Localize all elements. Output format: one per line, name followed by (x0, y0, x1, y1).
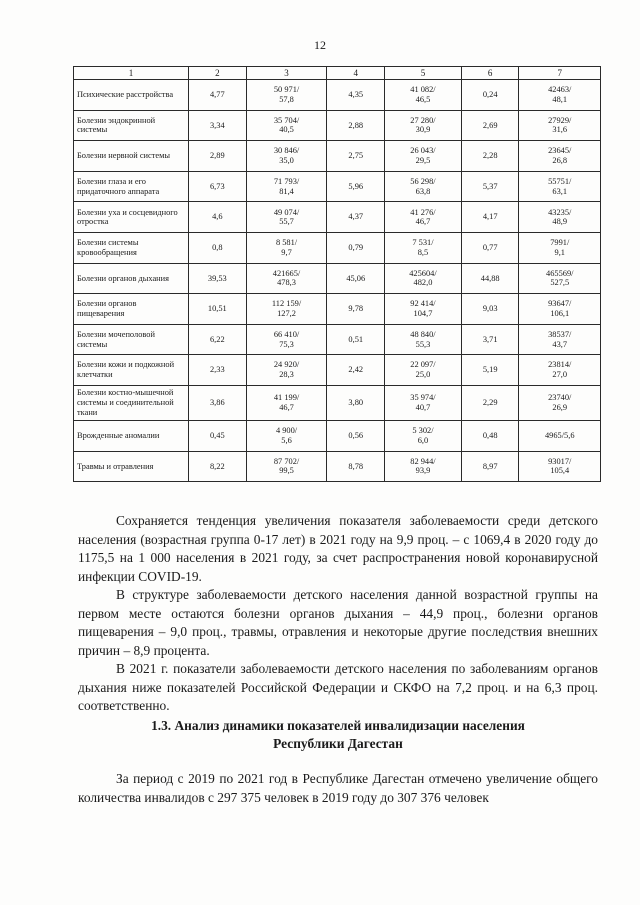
morbidity-table (73, 66, 601, 482)
count-rate-2021-cell-line: 38537/ (548, 329, 572, 339)
count-rate-2019-cell-line: 41 199/ (273, 393, 300, 403)
body-text (78, 512, 598, 716)
disease-name-cell (74, 324, 189, 355)
share-2021-cell-line: 2,69 (482, 120, 498, 130)
count-rate-2021-cell-line: 93017/ (548, 456, 572, 466)
count-rate-2019-cell-line: 50 971/ (273, 85, 300, 95)
share-2020-cell (327, 263, 385, 294)
count-rate-2021-cell-line: 93647/ (548, 299, 572, 309)
share-2020-cell (327, 420, 385, 451)
count-rate-2019-cell-line: 4 900/ (275, 426, 298, 436)
count-rate-2021-cell (519, 80, 601, 111)
count-rate-2019-cell (246, 385, 327, 420)
share-2020-cell (327, 171, 385, 202)
share-2020-cell-line: 4,35 (348, 89, 364, 99)
share-2021-cell-line: 0,48 (482, 430, 498, 440)
table-row (74, 80, 601, 111)
table-header-row (74, 67, 601, 80)
table-row (74, 355, 601, 386)
count-rate-2021-cell (519, 141, 601, 172)
share-2021-cell-line: 44,88 (480, 273, 500, 283)
disease-name-cell (74, 355, 189, 386)
share-2020-cell (327, 141, 385, 172)
count-rate-2021-cell-line: 27929/ (548, 115, 572, 125)
count-rate-2021-cell-line: 42463/ (548, 85, 572, 95)
column-header: 2 (189, 67, 247, 80)
disease-name-cell (74, 232, 189, 263)
share-2021-cell (461, 420, 519, 451)
share-2020-cell-line: 4,37 (348, 212, 364, 222)
count-rate-2020-cell-line: 41 276/ (410, 207, 436, 217)
count-rate-2021-cell-line: 9,1 (554, 247, 565, 257)
count-rate-2020-cell-line: 82 944/ (410, 456, 436, 466)
count-rate-2019-cell (246, 294, 327, 325)
body-text-continued (78, 770, 598, 807)
paragraph: За период с 2019 по 2021 год в Республике Дагестан отмечено увеличение общего количества инвалидов с 297 375 человек в 2019 году до 307 376 человек (78, 771, 598, 805)
share-2020-cell-line: 2,88 (348, 120, 364, 130)
count-rate-2019-cell (246, 171, 327, 202)
paragraph: В структуре заболеваемости детского населения данной возрастной группы на первом месте остаются болезни органов дыхания – 44,9 проц., болезни органов пищеварения – 9,0 проц., травмы, отравления и некоторые другие последствия внешних причин – 8,9 процента. (78, 587, 598, 658)
count-rate-2019-cell-line: 46,7 (279, 402, 294, 412)
table-row (74, 202, 601, 233)
share-2019-cell-line: 8,22 (209, 461, 225, 471)
count-rate-2020-cell-line: 92 414/ (410, 299, 436, 309)
count-rate-2021-cell-line: 63,1 (552, 186, 568, 196)
share-2021-cell (461, 263, 519, 294)
column-header: 1 (74, 67, 189, 80)
table-row (74, 294, 601, 325)
count-rate-2020-cell-line: 6,0 (417, 435, 429, 445)
count-rate-2019-cell-line: 81,4 (279, 186, 294, 196)
page-number: 12 (314, 38, 326, 52)
table-row (74, 110, 601, 141)
count-rate-2019-cell-line: 127,2 (277, 308, 296, 318)
disease-name-cell-line: Психические расстройства (77, 89, 174, 99)
disease-name-cell (74, 294, 189, 325)
disease-name-cell (74, 202, 189, 233)
disease-name-cell (74, 80, 189, 111)
share-2021-cell (461, 294, 519, 325)
share-2020-cell-line: 8,78 (348, 461, 364, 471)
count-rate-2019-cell-line: 66 410/ (273, 329, 300, 339)
share-2021-cell-line: 0,24 (482, 89, 498, 99)
count-rate-2020-cell-line: 26 043/ (410, 146, 436, 156)
share-2021-cell-line: 0,77 (482, 242, 498, 252)
count-rate-2019-cell-line: 421665/ (272, 268, 301, 278)
table-row (74, 263, 601, 294)
count-rate-2021-cell-line: 23645/ (548, 146, 572, 156)
share-2020-cell (327, 324, 385, 355)
count-rate-2019-cell (246, 80, 327, 111)
disease-name-cell-line: Болезни кожи и подкожной клетчатки (77, 360, 175, 380)
share-2020-cell-line: 2,75 (348, 151, 364, 161)
count-rate-2021-cell-line: 48,1 (552, 94, 568, 104)
count-rate-2020-cell (385, 263, 462, 294)
count-rate-2020-cell-line: 104,7 (413, 308, 433, 318)
share-2019-cell (189, 294, 247, 325)
count-rate-2020-cell (385, 420, 462, 451)
share-2021-cell (461, 171, 519, 202)
share-2019-cell-line: 2,33 (209, 365, 225, 375)
count-rate-2020-cell (385, 294, 462, 325)
count-rate-2019-cell-line: 55,7 (279, 217, 294, 227)
count-rate-2021-cell (519, 294, 601, 325)
column-header: 5 (385, 67, 462, 80)
section-heading-line: 1.3. Анализ динамики показателей инвалидизации населения (151, 718, 525, 733)
disease-name-cell (74, 451, 189, 482)
count-rate-2019-cell-line: 87 702/ (273, 456, 300, 466)
count-rate-2020-cell-line: 46,7 (415, 217, 431, 227)
count-rate-2021-cell (519, 202, 601, 233)
share-2019-cell-line: 2,89 (209, 151, 225, 161)
share-2019-cell-line: 0,45 (209, 430, 225, 440)
count-rate-2020-cell (385, 141, 462, 172)
count-rate-2020-cell (385, 80, 462, 111)
count-rate-2019-cell-line: 8 581/ (275, 238, 298, 248)
share-2021-cell-line: 4,17 (482, 212, 498, 222)
table-row (74, 385, 601, 420)
count-rate-2019-cell (246, 420, 327, 451)
share-2019-cell-line: 0,8 (212, 242, 223, 252)
share-2021-cell-line: 5,37 (482, 181, 498, 191)
share-2021-cell (461, 355, 519, 386)
count-rate-2021-cell-line: 55751/ (548, 176, 572, 186)
count-rate-2019-cell-line: 112 159/ (271, 299, 302, 309)
share-2020-cell-line: 0,79 (348, 242, 364, 252)
count-rate-2021-cell-line: 48,9 (552, 217, 568, 227)
count-rate-2021-cell (519, 355, 601, 386)
count-rate-2020-cell (385, 171, 462, 202)
share-2021-cell-line: 5,19 (482, 365, 498, 375)
share-2020-cell (327, 110, 385, 141)
share-2019-cell-line: 39,53 (207, 273, 227, 283)
count-rate-2021-cell-line: 43,7 (552, 339, 568, 349)
share-2021-cell (461, 232, 519, 263)
share-2021-cell (461, 202, 519, 233)
count-rate-2019-cell (246, 110, 327, 141)
count-rate-2021-cell (519, 420, 601, 451)
count-rate-2019-cell-line: 24 920/ (273, 360, 300, 370)
table-row (74, 171, 601, 202)
share-2019-cell (189, 141, 247, 172)
count-rate-2021-cell-line: 527,5 (550, 278, 570, 288)
share-2020-cell-line: 9,78 (348, 304, 364, 314)
disease-name-cell (74, 385, 189, 420)
count-rate-2020-cell-line: 7 531/ (412, 238, 434, 248)
count-rate-2020-cell (385, 324, 462, 355)
table-row (74, 420, 601, 451)
count-rate-2019-cell (246, 355, 327, 386)
count-rate-2021-cell-line: 23814/ (548, 360, 572, 370)
count-rate-2019-cell-line: 99,5 (279, 466, 294, 476)
share-2021-cell (461, 451, 519, 482)
share-2019-cell-line: 6,73 (209, 181, 225, 191)
count-rate-2021-cell-line: 43235/ (548, 207, 572, 217)
count-rate-2020-cell (385, 110, 462, 141)
share-2021-cell-line: 2,28 (482, 151, 498, 161)
share-2019-cell-line: 6,22 (209, 334, 225, 344)
table-row (74, 324, 601, 355)
disease-name-cell-line: Болезни органов пищеварения (77, 299, 137, 318)
table-row (74, 232, 601, 263)
count-rate-2020-cell-line: 5 302/ (412, 426, 434, 436)
share-2020-cell-line: 3,80 (348, 398, 364, 408)
share-2021-cell (461, 141, 519, 172)
count-rate-2020-cell-line: 482,0 (413, 278, 433, 288)
share-2019-cell-line: 4,6 (212, 212, 223, 222)
count-rate-2020-cell-line: 25,0 (415, 370, 431, 380)
count-rate-2020-cell (385, 355, 462, 386)
count-rate-2019-cell-line: 28,3 (279, 370, 294, 380)
disease-name-cell-line: Болезни органов дыхания (77, 273, 169, 283)
share-2021-cell (461, 324, 519, 355)
share-2020-cell (327, 232, 385, 263)
share-2020-cell-line: 45,06 (346, 273, 366, 283)
disease-name-cell (74, 263, 189, 294)
share-2020-cell (327, 355, 385, 386)
share-2019-cell-line: 10,51 (207, 304, 227, 314)
table-row (74, 451, 601, 482)
share-2020-cell (327, 385, 385, 420)
share-2020-cell-line: 5,96 (348, 181, 364, 191)
count-rate-2021-cell (519, 110, 601, 141)
column-header: 4 (327, 67, 385, 80)
column-header: 3 (246, 67, 327, 80)
count-rate-2020-cell-line: 41 082/ (410, 85, 436, 95)
count-rate-2019-cell-line: 75,3 (279, 339, 294, 349)
table-body (74, 80, 601, 482)
paragraph: В 2021 г. показатели заболеваемости детского населения по заболеваниям органов дыхания ниже показателей Российской Федерации и СКФО на 7,2 проц. и на 6,3 проц. соответственно. (78, 661, 598, 713)
share-2019-cell (189, 110, 247, 141)
count-rate-2019-cell-line: 5,6 (281, 435, 292, 445)
count-rate-2021-cell-line: 4965/5,6 (544, 430, 575, 440)
share-2019-cell (189, 385, 247, 420)
share-2021-cell-line: 2,29 (482, 398, 498, 408)
disease-name-cell-line: Болезни костно-мышечной системы и соединительной ткани (77, 388, 174, 417)
count-rate-2021-cell-line: 26,8 (552, 155, 568, 165)
share-2021-cell (461, 385, 519, 420)
disease-name-cell (74, 171, 189, 202)
count-rate-2019-cell-line: 57,8 (279, 94, 294, 104)
share-2019-cell (189, 355, 247, 386)
share-2019-cell (189, 202, 247, 233)
share-2021-cell-line: 9,03 (482, 304, 498, 314)
count-rate-2021-cell (519, 451, 601, 482)
count-rate-2020-cell-line: 27 280/ (410, 115, 436, 125)
count-rate-2020-cell-line: 55,3 (415, 339, 431, 349)
count-rate-2020-cell-line: 425604/ (409, 268, 437, 278)
count-rate-2020-cell-line: 93,9 (415, 466, 431, 476)
count-rate-2021-cell (519, 263, 601, 294)
paragraph: Сохраняется тенденция увеличения показателя заболеваемости среди детского населения (возрастная группа 0-17 лет) в 2021 году на 9,9 проц. – с 1069,4 в 2020 году до 1175,5 на 1 000 населения в 2021 году, за счет распространения новой коронавирусной инфекции COVID-19. (78, 513, 598, 584)
section-heading-line: Республики Дагестан (273, 736, 403, 751)
count-rate-2020-cell (385, 202, 462, 233)
share-2021-cell-line: 3,71 (482, 334, 498, 344)
count-rate-2021-cell-line: 106,1 (550, 308, 570, 318)
count-rate-2021-cell (519, 324, 601, 355)
count-rate-2019-cell-line: 49 074/ (273, 207, 300, 217)
share-2021-cell-line: 8,97 (482, 461, 498, 471)
disease-name-cell-line: Болезни уха и сосцевидного отростка (77, 207, 178, 227)
count-rate-2021-cell-line: 7991/ (550, 238, 570, 248)
count-rate-2019-cell-line: 40,5 (279, 125, 294, 135)
count-rate-2020-cell-line: 46,5 (415, 94, 431, 104)
share-2019-cell (189, 263, 247, 294)
count-rate-2020-cell (385, 385, 462, 420)
count-rate-2021-cell (519, 171, 601, 202)
count-rate-2019-cell-line: 30 846/ (273, 146, 300, 156)
count-rate-2020-cell (385, 232, 462, 263)
disease-name-cell-line: Травмы и отравления (77, 461, 154, 471)
count-rate-2021-cell-line: 27,0 (552, 370, 568, 380)
count-rate-2019-cell (246, 141, 327, 172)
disease-name-cell-line: Болезни эндокринной системы (77, 115, 156, 135)
count-rate-2019-cell-line: 35 704/ (273, 115, 300, 125)
disease-name-cell-line: Болезни глаза и его придаточного аппарата (77, 176, 160, 196)
disease-name-cell (74, 141, 189, 172)
count-rate-2019-cell-line: 478,3 (277, 278, 296, 288)
count-rate-2021-cell (519, 232, 601, 263)
column-header: 6 (461, 67, 519, 80)
disease-name-cell-line: Болезни системы кровообращения (77, 238, 139, 257)
count-rate-2020-cell (385, 451, 462, 482)
share-2019-cell (189, 80, 247, 111)
count-rate-2019-cell (246, 263, 327, 294)
share-2019-cell (189, 232, 247, 263)
share-2021-cell (461, 110, 519, 141)
count-rate-2019-cell-line: 35,0 (279, 155, 294, 165)
disease-name-cell-line: Болезни мочеполовой системы (77, 329, 155, 349)
count-rate-2019-cell (246, 232, 327, 263)
count-rate-2020-cell-line: 8,5 (417, 247, 429, 257)
count-rate-2019-cell-line: 9,7 (281, 247, 292, 257)
count-rate-2020-cell-line: 22 097/ (410, 360, 436, 370)
disease-name-cell (74, 110, 189, 141)
table-row (74, 141, 601, 172)
share-2019-cell-line: 3,86 (209, 398, 225, 408)
share-2019-cell (189, 451, 247, 482)
count-rate-2020-cell-line: 48 840/ (410, 329, 436, 339)
share-2020-cell-line: 0,51 (348, 334, 364, 344)
share-2020-cell (327, 80, 385, 111)
count-rate-2020-cell-line: 35 974/ (410, 393, 436, 403)
share-2019-cell-line: 3,34 (209, 120, 225, 130)
count-rate-2020-cell-line: 56 298/ (410, 176, 436, 186)
share-2020-cell (327, 294, 385, 325)
count-rate-2019-cell (246, 451, 327, 482)
share-2019-cell (189, 420, 247, 451)
section-heading (78, 717, 598, 753)
count-rate-2020-cell-line: 40,7 (415, 402, 431, 412)
count-rate-2020-cell-line: 29,5 (415, 155, 431, 165)
share-2020-cell-line: 2,42 (348, 365, 364, 375)
share-2020-cell-line: 0,56 (348, 430, 364, 440)
disease-name-cell-line: Врожденные аномалии (77, 430, 160, 440)
share-2021-cell (461, 80, 519, 111)
count-rate-2021-cell (519, 385, 601, 420)
share-2019-cell (189, 324, 247, 355)
count-rate-2021-cell-line: 23740/ (548, 393, 572, 403)
share-2019-cell (189, 171, 247, 202)
disease-name-cell (74, 420, 189, 451)
count-rate-2020-cell-line: 30,9 (415, 125, 431, 135)
count-rate-2019-cell (246, 202, 327, 233)
share-2020-cell (327, 451, 385, 482)
count-rate-2021-cell-line: 105,4 (550, 466, 570, 476)
share-2020-cell (327, 202, 385, 233)
count-rate-2020-cell-line: 63,8 (415, 186, 431, 196)
column-header: 7 (519, 67, 601, 80)
count-rate-2021-cell-line: 26,9 (552, 402, 568, 412)
disease-name-cell-line: Болезни нервной системы (77, 151, 171, 161)
count-rate-2019-cell (246, 324, 327, 355)
count-rate-2021-cell-line: 465569/ (546, 268, 574, 278)
count-rate-2019-cell-line: 71 793/ (273, 176, 300, 186)
count-rate-2021-cell-line: 31,6 (552, 125, 568, 135)
share-2019-cell-line: 4,77 (209, 89, 225, 99)
